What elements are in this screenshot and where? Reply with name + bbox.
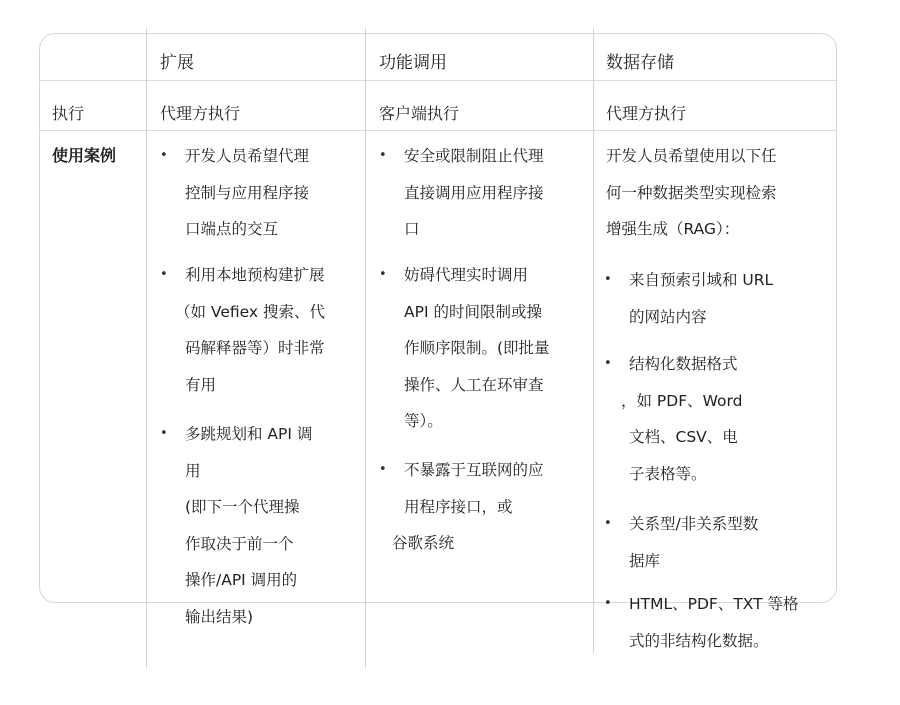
execution-storage-value: 代理方执行 bbox=[606, 104, 687, 123]
header-extension: 扩展 bbox=[160, 53, 194, 73]
bullet-line: 安全或限制阻止代理 bbox=[404, 147, 544, 165]
bullet-line: （如 Vefiex 搜索、代 bbox=[175, 302, 325, 321]
bullet-line: 等）。 bbox=[404, 412, 443, 430]
bullet-line: ，如 PDF、Word bbox=[621, 391, 743, 410]
bullet-icon: • bbox=[379, 148, 387, 163]
bullet-line: 控制与应用程序接 bbox=[185, 183, 310, 202]
bullet-line: 作顺序限制。(即批量 bbox=[404, 339, 550, 357]
bullet-line: 结构化数据格式 bbox=[629, 355, 738, 373]
bullet-line: 口 bbox=[404, 220, 420, 238]
bullet-line: 子表格等。 bbox=[629, 464, 707, 483]
bullet-line: 用程序接口，或 bbox=[404, 497, 513, 516]
column-divider-2 bbox=[365, 28, 366, 668]
bullet-line: 来自预索引域和 URL bbox=[629, 271, 774, 289]
bullet-line: 用 bbox=[185, 461, 201, 480]
header-function-calling: 功能调用 bbox=[379, 53, 447, 73]
bullet-icon: • bbox=[160, 148, 168, 163]
bullet-line: 的网站内容 bbox=[629, 307, 707, 326]
bullet-line: 式的非结构化数据。 bbox=[629, 631, 769, 650]
intro-line: 何一种数据类型实现检索 bbox=[606, 183, 777, 202]
storage-intro bbox=[606, 138, 777, 248]
bullet-line: 有用 bbox=[185, 375, 217, 394]
bullet-line: 关系型/非关系型数 bbox=[629, 515, 759, 533]
column-divider-1 bbox=[146, 28, 147, 668]
bullet-icon: • bbox=[604, 356, 612, 371]
bullet-line: 输出结果) bbox=[185, 607, 254, 626]
bullet-line: API 的时间限制或操 bbox=[404, 302, 542, 321]
bullet-icon: • bbox=[160, 267, 168, 282]
bullet-line: 口端点的交互 bbox=[185, 220, 279, 238]
bullet-line: (即下一个代理操 bbox=[185, 498, 300, 516]
bullet-line: HTML、PDF、TXT 等格 bbox=[629, 595, 799, 613]
header-row-divider bbox=[39, 80, 837, 81]
bullet-line: 直接调用应用程序接 bbox=[404, 183, 544, 202]
bullet-line: 作取决于前一个 bbox=[185, 534, 294, 553]
intro-line: 开发人员希望使用以下任 bbox=[606, 147, 777, 165]
bullet-line: 谷歌系统 bbox=[392, 534, 455, 552]
bullet-icon: • bbox=[379, 267, 387, 282]
column-divider-3 bbox=[593, 28, 594, 653]
bullet-icon: • bbox=[604, 596, 612, 611]
bullet-line: 文档、CSV、电 bbox=[629, 428, 738, 446]
execution-function-value: 客户端执行 bbox=[379, 104, 460, 123]
bullet-icon: • bbox=[604, 272, 612, 287]
execution-row-divider bbox=[39, 130, 837, 131]
bullet-line: 多跳规划和 API 调 bbox=[185, 425, 313, 443]
bullet-line: 码解释器等）时非常 bbox=[185, 339, 325, 357]
header-data-storage: 数据存储 bbox=[606, 53, 674, 73]
bullet-icon: • bbox=[604, 516, 612, 531]
bullet-line: 开发人员希望代理 bbox=[185, 147, 310, 165]
bullet-line: 操作、人工在环审查 bbox=[404, 375, 544, 394]
bullet-icon: • bbox=[379, 462, 387, 477]
bullet-line: 据库 bbox=[629, 551, 661, 570]
row-label-use-cases: 使用案例 bbox=[52, 146, 117, 165]
execution-extension-value: 代理方执行 bbox=[160, 104, 241, 123]
bullet-line: 操作/API 调用的 bbox=[185, 571, 298, 589]
bullet-line: 妨碍代理实时调用 bbox=[404, 266, 529, 284]
bullet-icon: • bbox=[160, 426, 168, 441]
row-label-execution: 执行 bbox=[52, 104, 85, 123]
bullet-line: 不暴露于互联网的应 bbox=[404, 461, 544, 479]
intro-line: 增强生成（RAG）： bbox=[606, 220, 740, 238]
bullet-line: 利用本地预构建扩展 bbox=[185, 266, 325, 284]
